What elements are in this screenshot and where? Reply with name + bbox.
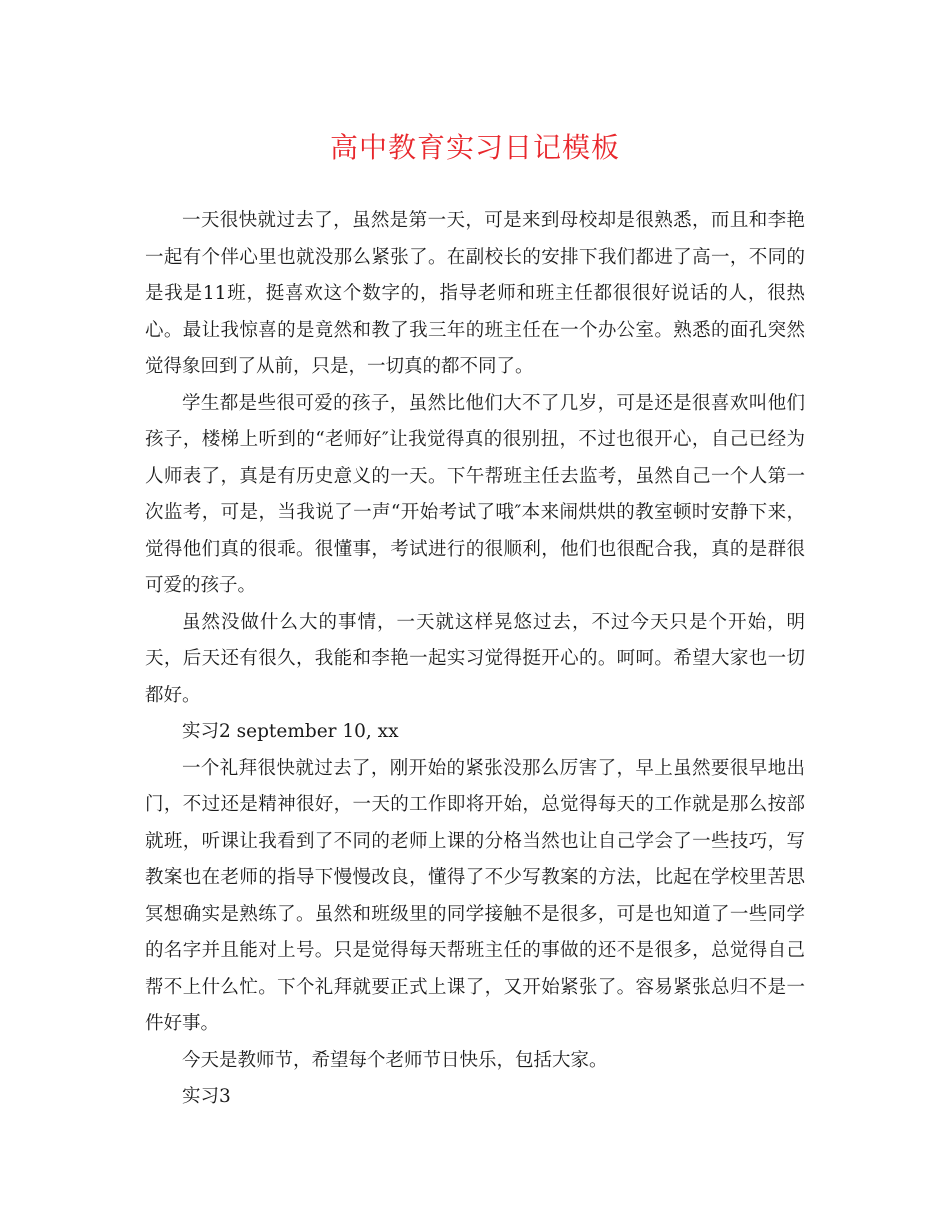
- paragraph-first-day: 一天很快就过去了，虽然是第一天，可是来到母校却是很熟悉，而且和李艳一起有个伴心里也就没那么紧张了。在副校长的安排下我们都进了高一，不同的是我是11班，挺喜欢这个数字的，指导老师和班主任都很很好说话的人，很热心。最让我惊喜的是竟然和教了我三年的班主任在一个办公室。熟悉的面孔突然觉得象回到了从前，只是，一切真的都不同了。: [145, 210, 805, 377]
- document-body: [145, 203, 805, 1116]
- document-title: 高中教育实习日记模板: [329, 131, 620, 164]
- heading-internship-2: 实习2 september 10, xx: [182, 721, 399, 742]
- paragraph-closing: 虽然没做什么大的事情，一天就这样晃悠过去，不过今天只是个开始，明天，后天还有很久，我能和李艳一起实习觉得挺开心的。呵呵。希望大家也一切都好。: [145, 611, 805, 706]
- paragraph-teachers-day: 今天是教师节，希望每个老师节日快乐，包括大家。: [182, 1049, 608, 1071]
- paragraph-students: 学生都是些很可爱的孩子，虽然比他们大不了几岁，可是还是很喜欢叫他们孩子，楼梯上听到的“老师好″让我觉得真的很别扭，不过也很开心，自己已经为人师表了，真是有历史意义的一天。下午帮班主任去监考，虽然自己一个人第一次监考，可是，当我说了一声“开始考试了哦″本来闹烘烘的教室顿时安静下来，觉得他们真的很乖。很懂事，考试进行的很顺利，他们也很配合我，真的是群很可爱的孩子。: [145, 392, 805, 596]
- paragraph-one-week: 一个礼拜很快就过去了，刚开始的紧张没那么厉害了，早上虽然要很早地出门，不过还是精神很好，一天的工作即将开始，总觉得每天的工作就是那么按部就班，听课让我看到了不同的老师上课的分格当然也让自己学会了一些技巧，写教案也在老师的指导下慢慢改良，懂得了不少写教案的方法，比起在学校里苦思冥想确实是熟练了。虽然和班级里的同学接触不是很多，可是也知道了一些同学的名字并且能对上号。只是觉得每天帮班主任的事做的还不是很多，总觉得自己帮不上什么忙。下个礼拜就要正式上课了，又开始紧张了。容易紧张总归不是一件好事。: [145, 757, 805, 1034]
- heading-internship-3: 实习3: [182, 1086, 231, 1107]
